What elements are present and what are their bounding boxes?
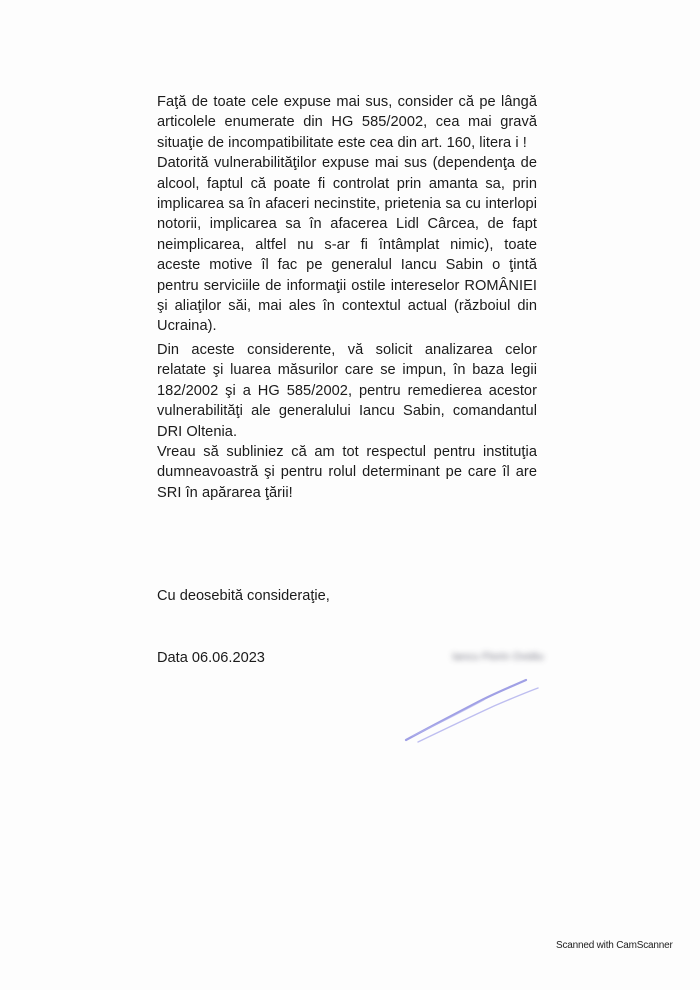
letter-body	[157, 92, 537, 337]
paragraph-respect-block	[157, 442, 537, 503]
paragraph-incompatibility: Faţă de toate cele expuse mai sus, consider că pe lângă articolele enumerate din HG 585/2002, cea mai gravă situaţie de incompatibilitate este cea din art. 160, litera i !	[157, 94, 537, 151]
closing-salutation: Cu deosebită consideraţie,	[157, 588, 330, 604]
handwritten-signature	[398, 670, 548, 750]
scanner-watermark: Scanned with CamScanner	[556, 940, 673, 951]
paragraph-vulnerabilities: Datorită vulnerabilităţilor expuse mai sus (dependenţa de alcool, faptul că poate fi controlat prin amanta sa, prin implicarea sa în afaceri necinstite, prietenia sa cu interlopi notorii, implicarea sa în afacerea Lidl Cârcea, de fapt neimplicarea, altfel nu s-ar fi întâmplat nimic), toate aceste motive îl fac pe generalul Iancu Sabin o ţintă pentru serviciile de informaţii ostile intereselor ROMÂNIEI şi aliaţilor săi, mai ales în contextul actual (războiul din Ucraina).	[157, 155, 537, 335]
paragraph-request: Din aceste considerente, vă solicit analizarea celor relatate şi luarea măsurilor care se impun, în baza legii 182/2002 şi a HG 585/2002, pentru remedierea acestor vulnerabilităţi ale generalului Iancu Sabin, comandantul DRI Oltenia.	[157, 342, 537, 440]
signature-stroke	[418, 688, 538, 742]
redacted-signer-name: Iancu Florin Ovidiu	[452, 651, 544, 663]
paragraph-respect: Vreau să subliniez că am tot respectul pentru instituţia dumneavoastră şi pentru rolul determinant pe care îl are SRI în apărarea ţării!	[157, 444, 537, 501]
date-line: Data 06.06.2023	[157, 650, 265, 666]
paragraph-request-block	[157, 340, 537, 442]
